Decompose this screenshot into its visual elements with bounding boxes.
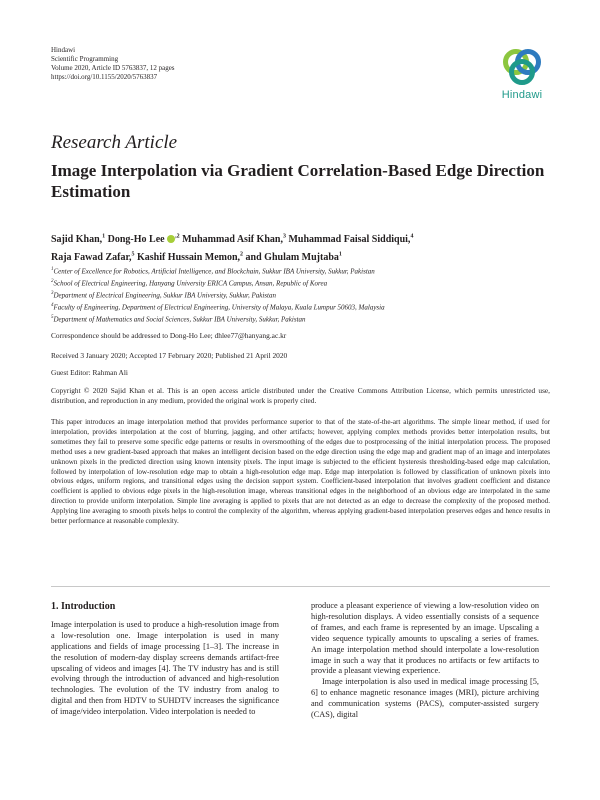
intro-paragraph: Image interpolation is used to produce a high-resolution image from a low-resolution one. Image interpolation is used in many applications and fields of image processing [1–3]. The increase in the resolution of modern-day display screens demands artifact-free upscaling of videos and images [4]. The TV industry has and is still evolving through the introduction of advanced and high-resolution technologies. The evolution of the TV industry from analog to digital and then from HDTV to SUHDTV increases the significance of image/video interpolation. Video interpolation is needed to <box>51 619 279 717</box>
journal-meta <box>51 46 175 82</box>
author[interactable]: Kashif Hussain Memon,$^2$ <box>136 251 244 263</box>
author[interactable]: Muhammad Faisal Siddiqui,$^4$ <box>288 234 414 246</box>
author[interactable]: and Ghulam Mujtaba$^1$ <box>245 251 342 263</box>
affiliation: $^3$Department of Electrical Engineering, Sukkur IBA University, Sukkur, Pakistan <box>51 290 276 300</box>
journal-name: Scientific Programming <box>51 55 119 63</box>
guest-editor: Guest Editor: Rahman Ali <box>51 368 128 377</box>
hindawi-logo <box>494 47 550 105</box>
orcid-icon[interactable] <box>167 235 175 243</box>
author[interactable]: Raja Fawad Zafar,$^5$ <box>51 251 135 263</box>
right-column <box>311 601 539 721</box>
left-column <box>51 602 279 718</box>
author[interactable]: Muhammad Asif Khan,$^3$ <box>182 234 286 246</box>
section-divider <box>51 586 550 587</box>
author[interactable]: Sajid Khan,$^1$ <box>51 234 106 246</box>
article-type: Research Article <box>51 132 178 153</box>
publisher-name: Hindawi <box>51 46 76 54</box>
affiliation: $^5$Department of Mathematics and Social Sciences, Sukkur IBA University, Sukkur, Pakistan <box>51 314 306 324</box>
intro-paragraph: produce a pleasant experience of viewing a low-resolution video on high-resolution displays. A video essentially consists of a sequence of frames, and each frame is represented by an image. Upscaling a video sequence typically amounts to upscaling a series of frames. An image interpolation method should interpolate a low-resolution image in such a way that it produces no artifacts or few artifacts to provide a pleasant viewing experience. <box>311 601 539 676</box>
intro-paragraph: Image interpolation is also used in medical image processing [5, 6] to enhance magnetic resonance images (MRI), picture archiving and communication systems (PACS), computer-assisted surgery (CAS), digital <box>311 677 539 720</box>
affiliation: $^2$School of Electrical Engineering, Hanyang University ERICA Campus, Ansan, Republic of Korea <box>51 278 328 288</box>
correspondence: Correspondence should be addressed to Dong-Ho Lee; dhlee77@hanyang.ac.kr <box>51 331 287 340</box>
author[interactable]: Dong-Ho Lee $^{,2}$ <box>107 234 180 246</box>
publication-dates: Received 3 January 2020; Accepted 17 February 2020; Published 21 April 2020 <box>51 351 288 360</box>
affiliation: $^1$Center of Excellence for Robotics, Artificial Intelligence, and Blockchain, Sukkur IBA University, Sukkur, Pakistan <box>51 267 375 276</box>
article-title: Image Interpolation via Gradient Correlation-Based Edge Direction Estimation <box>51 161 545 201</box>
affiliation-list <box>51 265 551 325</box>
logo-wordmark: Hindawi <box>501 89 543 101</box>
volume-info: Volume 2020, Article ID 5763837, 12 pages <box>51 64 175 72</box>
section-heading-introduction: 1. Introduction <box>51 601 116 612</box>
abstract: This paper introduces an image interpolation method that provides performance superior to that of the state-of-the-art algorithms. The simple linear method, if used for interpolation, provides interpolation at the cost of blurring, jagging, and other artifacts; however, applying complex methods provides better interpolation results, but sometimes they fail to preserve some specific edge patterns or results in oversmoothing of the edges due to postprocessing of the initial interpolation process. The proposed method uses a new gradient-based approach that makes an intelligent decision based on the edge direction using the edge map and gradient map of an image and interpolates unknown pixels in the predicted direction using known intensity pixels. The input image is subjected to the efficient hysteresis thresholding-based edge map calculation, followed by interpolation of low-resolution edge map to obtain a high-resolution edge map. Edge map interpolation is followed by classification of unknown pixels into obvious edges, uniform regions, and transitional edges using the decision support system. Coefficient-based interpolation that involves gradient coefficient and distance coefficient is applied to obvious edge pixels in the high-resolution image, whereas transitional edges in the neighborhood of an obvious edge are interpolated in the same direction to provide uniform interpolation. Simple line averaging is applied to pixels that are not detected as an edge to decrease the complexity of the proposed method. Applying line averaging to smooth pixels helps to control the complexity of the algorithm, whereas applying gradient-based interpolation preserves edges and hence results in better performance at reasonable complexity. <box>51 418 550 526</box>
doi-link[interactable]: https://doi.org/10.1155/2020/5763837 <box>51 73 158 81</box>
hindawi-rings-icon <box>500 47 544 87</box>
copyright-notice: Copyright © 2020 Sajid Khan et al. This is an open access article distributed under the Creative Commons Attribution License, which permits unrestricted use, distribution, and reproduction in any medium, provided the original work is properly cited. <box>51 386 550 406</box>
author-list <box>51 230 551 265</box>
affiliation: $^4$Faculty of Engineering, Department of Electrical Engineering, University of Malaya, Kuala Lumpur 50603, Malaysia <box>51 302 385 312</box>
